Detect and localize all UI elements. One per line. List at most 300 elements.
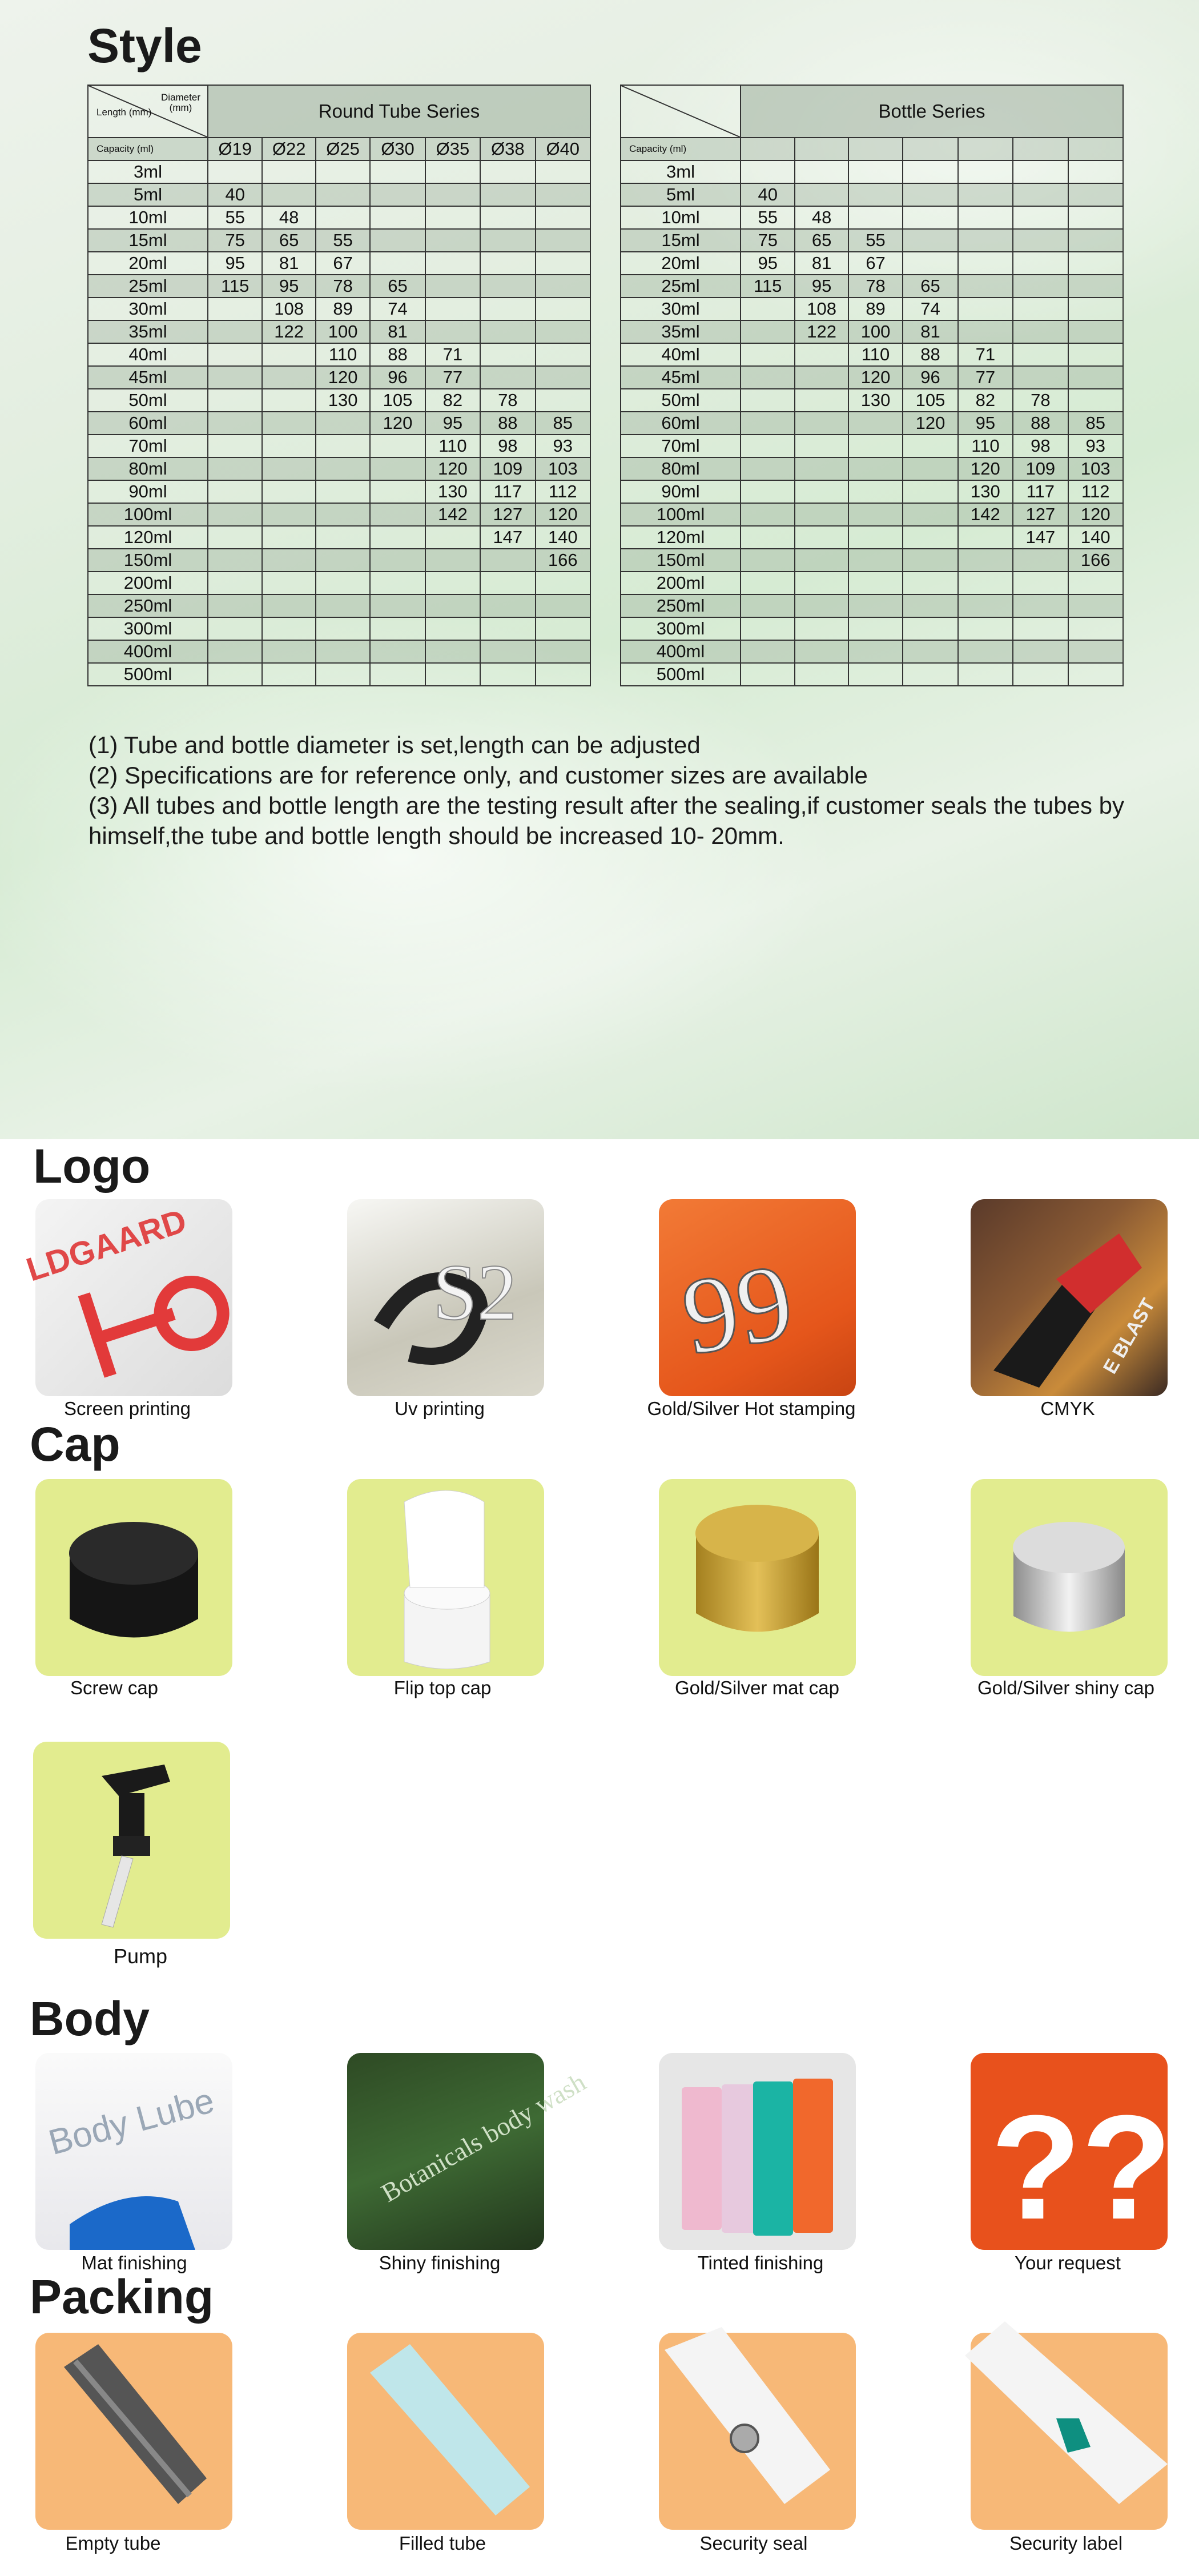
table-row: [88, 640, 590, 663]
length-cell: 65: [370, 275, 425, 298]
length-cell: [370, 503, 425, 526]
table-row: [88, 275, 590, 298]
length-cell: [480, 183, 535, 206]
length-cell: 140: [1068, 526, 1123, 549]
diameter-header-blank: [848, 138, 903, 160]
length-cell: [1068, 617, 1123, 640]
length-cell: 120: [1068, 503, 1123, 526]
capacity-cell: 200ml: [621, 572, 741, 594]
table-row: [621, 503, 1123, 526]
capacity-cell: 10ml: [621, 206, 741, 229]
logo-caption: Screen printing: [64, 1398, 191, 1419]
capacity-cell: 120ml: [621, 526, 741, 549]
length-cell: [741, 435, 795, 457]
length-cell: [1068, 275, 1123, 298]
length-cell: [425, 663, 480, 686]
length-cell: [480, 160, 535, 183]
diameter-header-blank: [903, 138, 957, 160]
length-cell: [848, 206, 903, 229]
length-cell: [536, 366, 590, 389]
table-row: [88, 229, 590, 252]
round-series-header: Round Tube Series: [208, 85, 590, 138]
length-cell: [848, 412, 903, 435]
note-line: (2) Specifications are for reference only, and customer sizes are available: [88, 762, 868, 789]
diameter-header: Ø30: [370, 138, 425, 160]
length-cell: [262, 640, 315, 663]
packing-caption: Security label: [1009, 2533, 1123, 2554]
length-cell: [480, 275, 535, 298]
length-cell: [741, 594, 795, 617]
length-cell: [958, 206, 1013, 229]
length-cell: [536, 298, 590, 320]
body-title: Body: [30, 1992, 150, 2045]
length-cell: [370, 435, 425, 457]
length-cell: [1013, 663, 1068, 686]
logo-caption: CMYK: [1040, 1398, 1095, 1419]
length-cell: [316, 503, 370, 526]
silver-shiny-cap-image: [971, 1479, 1168, 1676]
length-cell: [208, 594, 262, 617]
length-cell: [480, 549, 535, 572]
logo-title: Logo: [33, 1139, 151, 1193]
length-cell: 95: [741, 252, 795, 275]
length-cell: 100: [316, 320, 370, 343]
length-cell: [741, 572, 795, 594]
length-cell: [1068, 206, 1123, 229]
capacity-cell: 120ml: [88, 526, 208, 549]
diameter-header-blank: [1013, 138, 1068, 160]
capacity-cell: 45ml: [88, 366, 208, 389]
silver-shiny-cap-icon: [971, 1479, 1168, 1676]
length-cell: [795, 549, 848, 572]
table-row: [88, 412, 590, 435]
length-cell: 81: [903, 320, 957, 343]
body-caption: Tinted finishing: [697, 2252, 824, 2273]
length-cell: [741, 366, 795, 389]
length-cell: [848, 160, 903, 183]
length-cell: [848, 663, 903, 686]
length-cell: 67: [848, 252, 903, 275]
cap-caption: Gold/Silver shiny cap: [977, 1677, 1154, 1698]
length-cell: [741, 640, 795, 663]
table-row: [88, 503, 590, 526]
table-row: [621, 549, 1123, 572]
shiny-finishing-icon: [347, 2053, 591, 2250]
length-cell: [1068, 594, 1123, 617]
length-cell: 109: [480, 457, 535, 480]
length-cell: [795, 572, 848, 594]
length-cell: [370, 229, 425, 252]
hot-stamping-icon: [659, 1199, 856, 1396]
corner-header-cell: [621, 85, 741, 138]
length-cell: 120: [848, 366, 903, 389]
length-cell: 147: [1013, 526, 1068, 549]
capacity-cell: 40ml: [88, 343, 208, 366]
length-cell: [958, 640, 1013, 663]
capacity-label: Capacity (ml): [621, 138, 741, 160]
length-cell: 95: [795, 275, 848, 298]
length-cell: [1013, 572, 1068, 594]
length-cell: [795, 435, 848, 457]
length-cell: 40: [208, 183, 262, 206]
length-cell: 103: [536, 457, 590, 480]
length-cell: [316, 480, 370, 503]
style-title: Style: [87, 19, 202, 73]
length-cell: [795, 183, 848, 206]
length-cell: [370, 640, 425, 663]
length-cell: 112: [1068, 480, 1123, 503]
length-cell: [741, 412, 795, 435]
pump-image: [33, 1742, 230, 1939]
length-cell: [1013, 160, 1068, 183]
filled-tube-image: [347, 2333, 544, 2530]
corner-header-cell: [88, 85, 208, 138]
length-cell: [480, 252, 535, 275]
length-cell: 110: [316, 343, 370, 366]
length-cell: 78: [848, 275, 903, 298]
length-cell: [425, 640, 480, 663]
diameter-header: Ø38: [480, 138, 535, 160]
length-cell: [795, 480, 848, 503]
length-cell: [741, 457, 795, 480]
length-cell: [425, 526, 480, 549]
length-cell: [480, 298, 535, 320]
length-cell: 120: [316, 366, 370, 389]
length-cell: [1068, 252, 1123, 275]
length-cell: 88: [480, 412, 535, 435]
length-cell: [370, 594, 425, 617]
length-cell: [741, 298, 795, 320]
length-cell: [958, 183, 1013, 206]
cap-title: Cap: [30, 1417, 120, 1471]
table-row: [621, 435, 1123, 457]
length-cell: 48: [262, 206, 315, 229]
table-row: [88, 526, 590, 549]
length-cell: [316, 640, 370, 663]
capacity-cell: 300ml: [88, 617, 208, 640]
svg-text:99: 99: [674, 1241, 802, 1379]
length-cell: 112: [536, 480, 590, 503]
length-cell: [958, 549, 1013, 572]
capacity-cell: 50ml: [88, 389, 208, 412]
capacity-cell: 400ml: [88, 640, 208, 663]
length-cell: [1068, 389, 1123, 412]
length-cell: [1013, 617, 1068, 640]
length-cell: [903, 503, 957, 526]
capacity-cell: 90ml: [621, 480, 741, 503]
length-cell: [536, 160, 590, 183]
length-cell: [316, 594, 370, 617]
table-row: [88, 389, 590, 412]
note-line: (1) Tube and bottle diameter is set,length can be adjusted: [88, 732, 701, 758]
length-cell: 78: [480, 389, 535, 412]
length-cell: [536, 183, 590, 206]
table-row: [88, 320, 590, 343]
length-cell: [425, 252, 480, 275]
empty-tube-icon: [35, 2333, 232, 2530]
table-row: [621, 457, 1123, 480]
length-cell: [425, 572, 480, 594]
table-row: [621, 572, 1123, 594]
capacity-cell: 100ml: [88, 503, 208, 526]
length-cell: [316, 663, 370, 686]
capacity-cell: 50ml: [621, 389, 741, 412]
length-cell: [480, 206, 535, 229]
length-cell: [536, 572, 590, 594]
length-cell: [262, 366, 315, 389]
length-cell: [536, 252, 590, 275]
length-cell: 122: [262, 320, 315, 343]
length-cell: [903, 252, 957, 275]
length-cell: 130: [848, 389, 903, 412]
length-cell: [536, 389, 590, 412]
table-row: [88, 343, 590, 366]
length-cell: [536, 229, 590, 252]
table-row: [88, 617, 590, 640]
capacity-cell: 40ml: [621, 343, 741, 366]
screw-cap-icon: [35, 1479, 232, 1676]
length-cell: 147: [480, 526, 535, 549]
table-row: [88, 572, 590, 594]
length-cell: [903, 229, 957, 252]
length-cell: [958, 298, 1013, 320]
length-cell: [795, 412, 848, 435]
table-row: [88, 298, 590, 320]
length-cell: [262, 160, 315, 183]
mat-finishing-image: [35, 2053, 232, 2250]
cmyk-icon: [971, 1199, 1168, 1396]
length-cell: [208, 549, 262, 572]
length-cell: [1068, 366, 1123, 389]
length-cell: [316, 549, 370, 572]
capacity-cell: 45ml: [621, 366, 741, 389]
length-cell: [903, 435, 957, 457]
your-request-image: [971, 2053, 1172, 2251]
length-cell: [1013, 366, 1068, 389]
length-cell: [958, 617, 1013, 640]
cmyk-image: [971, 1199, 1168, 1396]
length-cell: [848, 526, 903, 549]
length-cell: 108: [262, 298, 315, 320]
length-cell: 75: [208, 229, 262, 252]
length-cell: [262, 549, 315, 572]
length-cell: 82: [958, 389, 1013, 412]
capacity-cell: 15ml: [88, 229, 208, 252]
length-cell: [795, 526, 848, 549]
capacity-cell: 300ml: [621, 617, 741, 640]
diameter-header-blank: [741, 138, 795, 160]
length-cell: 115: [208, 275, 262, 298]
length-cell: [795, 366, 848, 389]
length-cell: 140: [536, 526, 590, 549]
length-cell: [370, 457, 425, 480]
table-row: [621, 275, 1123, 298]
question-mark-icon: [971, 2053, 1172, 2251]
filled-tube-icon: [347, 2333, 544, 2530]
length-cell: [848, 503, 903, 526]
length-cell: 166: [536, 549, 590, 572]
length-cell: [370, 183, 425, 206]
length-cell: [316, 572, 370, 594]
length-cell: [480, 617, 535, 640]
length-cell: [316, 206, 370, 229]
length-cell: 110: [958, 435, 1013, 457]
length-cell: [536, 640, 590, 663]
diameter-header-blank: [795, 138, 848, 160]
length-cell: [741, 160, 795, 183]
capacity-cell: 35ml: [621, 320, 741, 343]
length-cell: [262, 183, 315, 206]
length-cell: [262, 343, 315, 366]
length-cell: 166: [1068, 549, 1123, 572]
length-cell: [958, 572, 1013, 594]
diameter-header: Ø19: [208, 138, 262, 160]
length-cell: [848, 183, 903, 206]
flip-top-cap-image: [347, 1479, 544, 1676]
length-cell: [262, 526, 315, 549]
capacity-cell: 70ml: [88, 435, 208, 457]
length-cell: [262, 503, 315, 526]
length-cell: 88: [903, 343, 957, 366]
capacity-cell: 90ml: [88, 480, 208, 503]
length-cell: 95: [208, 252, 262, 275]
length-cell: [208, 435, 262, 457]
length-cell: [425, 275, 480, 298]
table-row: [88, 457, 590, 480]
length-cell: [425, 298, 480, 320]
packing-caption: Security seal: [699, 2533, 808, 2554]
length-cell: 81: [795, 252, 848, 275]
length-cell: 115: [741, 275, 795, 298]
length-cell: [903, 594, 957, 617]
diameter-header-blank: [1068, 138, 1123, 160]
length-cell: [262, 435, 315, 457]
length-cell: 95: [425, 412, 480, 435]
table-row: [621, 640, 1123, 663]
length-cell: [795, 343, 848, 366]
length-cell: 78: [1013, 389, 1068, 412]
length-cell: [536, 275, 590, 298]
capacity-cell: 150ml: [621, 549, 741, 572]
tinted-finishing-image: [659, 2053, 856, 2250]
capacity-cell: 150ml: [88, 549, 208, 572]
length-cell: [208, 298, 262, 320]
packing-caption: Filled tube: [399, 2533, 486, 2554]
length-cell: 88: [370, 343, 425, 366]
diameter-header: Ø25: [316, 138, 370, 160]
length-cell: 95: [262, 275, 315, 298]
note-line: (3) All tubes and bottle length are the testing result after the sealing,if customer seals the tubes by himself,the tube and bottle length should be increased 10- 20mm.: [88, 792, 1125, 849]
length-cell: [903, 183, 957, 206]
length-cell: [741, 320, 795, 343]
length-cell: [741, 503, 795, 526]
length-cell: [425, 549, 480, 572]
length-cell: [480, 640, 535, 663]
capacity-cell: 80ml: [88, 457, 208, 480]
length-cell: [208, 480, 262, 503]
length-cell: [425, 229, 480, 252]
length-cell: 88: [1013, 412, 1068, 435]
length-cell: [480, 663, 535, 686]
length-cell: [848, 457, 903, 480]
length-cell: 65: [795, 229, 848, 252]
length-cell: 77: [425, 366, 480, 389]
length-cell: [741, 663, 795, 686]
packing-caption: Empty tube: [65, 2533, 161, 2554]
length-cell: 117: [1013, 480, 1068, 503]
cap-caption: Gold/Silver mat cap: [675, 1677, 839, 1698]
table-row: [88, 366, 590, 389]
length-cell: [958, 252, 1013, 275]
length-cell: 93: [536, 435, 590, 457]
diameter-header-blank: [958, 138, 1013, 160]
length-cell: [741, 389, 795, 412]
svg-text:??: ??: [991, 2085, 1172, 2251]
screen-printing-icon: [22, 1199, 232, 1396]
length-cell: [903, 617, 957, 640]
length-cell: [795, 594, 848, 617]
security-label-image: [971, 2333, 1168, 2530]
length-cell: 81: [370, 320, 425, 343]
capacity-cell: 25ml: [88, 275, 208, 298]
length-cell: 117: [480, 480, 535, 503]
shiny-finishing-image: [347, 2053, 591, 2250]
length-cell: 109: [1013, 457, 1068, 480]
length-cell: [903, 526, 957, 549]
length-cell: [208, 640, 262, 663]
length-cell: [903, 572, 957, 594]
length-cell: [208, 389, 262, 412]
capacity-cell: 3ml: [88, 160, 208, 183]
length-cell: [425, 206, 480, 229]
table-row: [88, 480, 590, 503]
length-cell: [316, 457, 370, 480]
table-row: [621, 160, 1123, 183]
length-cell: 55: [741, 206, 795, 229]
diameter-header: Ø40: [536, 138, 590, 160]
length-cell: [795, 389, 848, 412]
length-cell: [536, 206, 590, 229]
length-cell: [425, 320, 480, 343]
length-cell: [795, 160, 848, 183]
length-cell: 142: [958, 503, 1013, 526]
length-cell: [741, 617, 795, 640]
table-row: [88, 549, 590, 572]
length-cell: [903, 663, 957, 686]
style-section: [0, 0, 1199, 1139]
body-caption: Mat finishing: [81, 2252, 187, 2273]
length-cell: 130: [316, 389, 370, 412]
length-cell: 75: [741, 229, 795, 252]
length-cell: [1013, 594, 1068, 617]
table-row: [88, 183, 590, 206]
length-cell: 120: [903, 412, 957, 435]
length-cell: [795, 503, 848, 526]
length-cell: [370, 160, 425, 183]
length-cell: [262, 594, 315, 617]
cap-caption: Screw cap: [70, 1677, 159, 1698]
gold-mat-cap-icon: [659, 1479, 856, 1676]
length-cell: [370, 549, 425, 572]
length-cell: [1013, 275, 1068, 298]
length-cell: [208, 343, 262, 366]
length-cell: [1013, 343, 1068, 366]
length-cell: [262, 389, 315, 412]
length-cell: [480, 343, 535, 366]
logo-caption: Uv printing: [395, 1398, 485, 1419]
capacity-cell: 30ml: [621, 298, 741, 320]
table-row: [88, 663, 590, 686]
